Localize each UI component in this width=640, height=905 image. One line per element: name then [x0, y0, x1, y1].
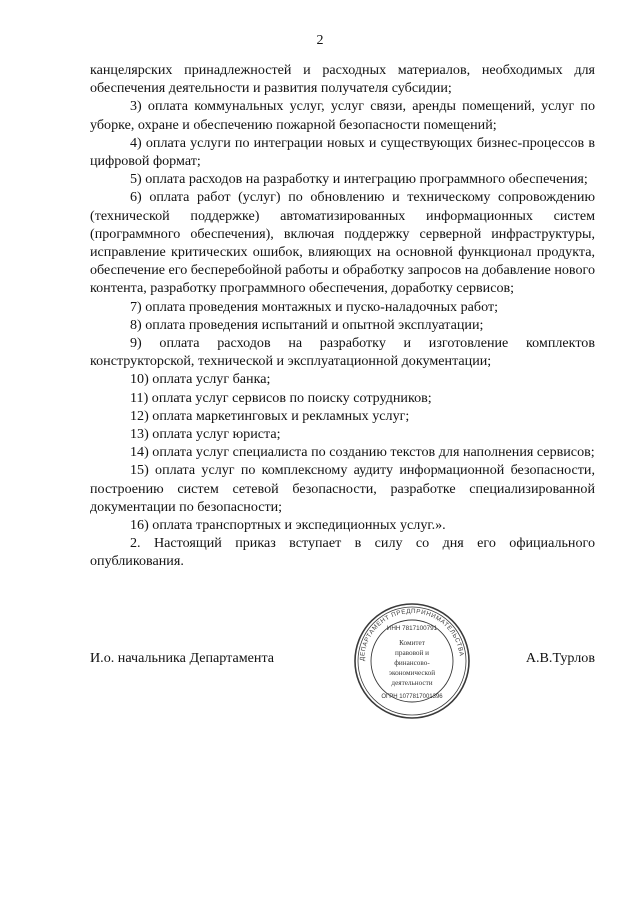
document-body — [90, 61, 595, 571]
list-item-8: 8) оплата проведения испытаний и опытной эксплуатации; — [130, 316, 484, 333]
list-item-3: 3) оплата коммунальных услуг, услуг связи, аренды помещений, услуг по уборке, охране и обеспечению пожарной безопасности помещений; — [90, 98, 595, 133]
seal-outer-ring-text: ДЕПАРТАМЕНТ ПРЕДПРИНИМАТЕЛЬСТВА — [358, 607, 465, 662]
seal-ogrn: ОГРН 1077817001396 — [381, 694, 443, 700]
seal-line-1: Комитет — [399, 639, 425, 647]
seal-line-2: правовой и — [395, 649, 429, 657]
signature-block — [90, 650, 595, 674]
seal-line-4: экономической — [388, 669, 436, 677]
list-item-6: 6) оплата работ (услуг) по обновлению и техническому сопровождению (технической поддержке) автоматизированных информационных систем (программного обеспечения), включая поддержку серверной инфраструктуры, исправление критических ошибок, влияющих на основной функционал продукта, обеспечение его бесперебойной работы и обработку запросов на добавление нового контента, разработку программного обеспечения, доработку сервисов; — [90, 189, 596, 297]
list-item-11: 11) оплата услуг сервисов по поиску сотрудников; — [130, 389, 432, 406]
list-item-7: 7) оплата проведения монтажных и пуско-наладочных работ; — [130, 298, 499, 315]
seal-line-5: деятельности — [391, 679, 433, 687]
seal-line-3: финансово- — [394, 659, 430, 667]
list-item-13: 13) оплата услуг юриста; — [130, 426, 281, 443]
list-item-16: 16) оплата транспортных и экспедиционных услуг.». — [130, 517, 446, 534]
seal-icon — [352, 601, 472, 721]
list-item-10: 10) оплата услуг банка; — [130, 371, 271, 388]
effective-date-clause: 2. Настоящий приказ вступает в силу со дня его официального опубликования. — [90, 535, 595, 570]
list-item-4: 4) оплата услуги по интеграции новых и существующих бизнес-процессов в цифровой формат; — [90, 134, 595, 170]
signer-position: И.о. начальника Департамента — [90, 650, 275, 666]
list-item-12: 12) оплата маркетинговых и рекламных услуг; — [130, 407, 410, 424]
signer-name: А.В.Турлов — [525, 650, 595, 666]
page-number: 2 — [316, 33, 324, 48]
official-seal — [352, 601, 472, 721]
list-item-9: 9) оплата расходов на разработку и изготовление комплектов конструкторской, технической и эксплуатационной документации; — [90, 335, 595, 370]
list-item-15: 15) оплата услуг по комплексному аудиту информационной безопасности, построению систем сетевой безопасности, разработке специализированной документации по безопасности; — [90, 462, 595, 515]
paragraph: канцелярских принадлежностей и расходных материалов, необходимых для обеспечения деятельности и развития получателя субсидии; — [90, 62, 595, 97]
list-item-14: 14) оплата услуг специалиста по созданию текстов для наполнения сервисов; — [130, 444, 595, 461]
seal-inn: ИНН 7817100791 — [386, 625, 438, 632]
list-item-5: 5) оплата расходов на разработку и интеграцию программного обеспечения; — [130, 171, 588, 188]
